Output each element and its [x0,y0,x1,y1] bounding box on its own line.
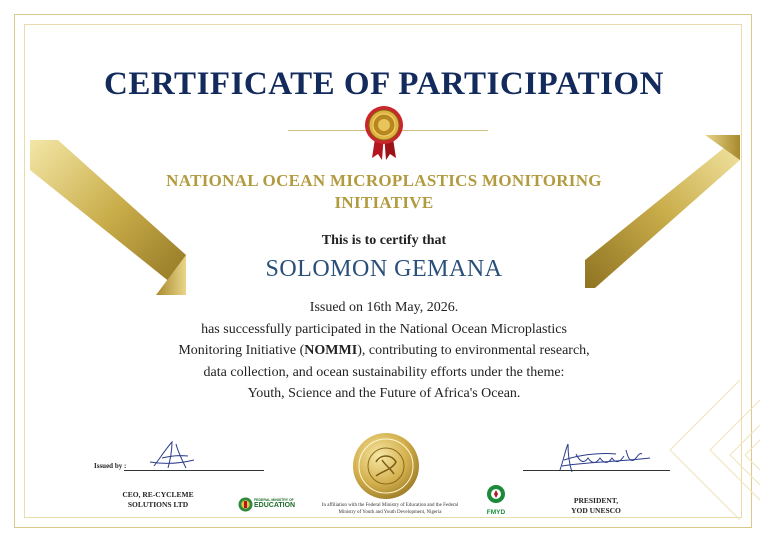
title-divider-right [398,130,488,131]
program-name: NATIONAL OCEAN MICROPLASTICS MONITORING INITIATIVE [166,171,602,212]
gold-seal-logo [352,432,420,500]
corner-decoration [650,380,760,520]
affiliation-text [300,502,480,516]
president-title-line-2: YOD UNESCO [571,506,621,515]
recipient-name: SOLOMON GEMANA [265,256,503,282]
fmyd-label: FMYD [486,509,506,516]
ceo-title-line-2: SOLUTIONS LTD [127,500,189,509]
issued-by-label: Issued by : [94,462,127,470]
ministry-top-text: FEDERAL MINISTRY OF [254,498,294,502]
president-title-line-1: PRESIDENT, [573,496,619,505]
issued-date: Issued on 16th May, 2026. [309,300,459,315]
certificate-body [140,297,628,405]
fmyd-logo [482,484,510,516]
body-line-4: Youth, Science and the Future of Africa's Ocean. [247,386,521,401]
fmyd-emblem-icon [486,484,506,504]
body-line-2 [140,340,628,362]
body-line-3: data collection, and ocean sustainability efforts under the theme: [203,364,565,380]
certificate-title: CERTIFICATE OF PARTICIPATION [104,66,664,102]
certify-text: This is to certify that [321,233,447,248]
ceo-signature [148,438,198,474]
president-title [546,496,646,516]
ministry-of-education-logo [238,497,300,513]
ceo-title-line-1: CEO, RE-CYCLEME [122,490,194,499]
ministry-main-text: EDUCATION [254,502,296,509]
ceo-title [88,490,228,510]
body-line-2-post: ), contributing to environmental research, [357,343,590,358]
affiliation-line-1: In affiliation with the Federal Ministry of Education and the Federal [321,503,459,508]
nommi-acronym: NOMMI [304,343,358,358]
body-line-1: has successfully participated in the National Ocean Microplastics [201,321,567,337]
affiliation-line-2: Ministry of Youth and Youth Development, Nigeria [338,510,442,515]
coat-of-arms-icon [238,497,253,512]
body-line-2-pre: Monitoring Initiative ( [178,343,305,358]
left-signature-line [124,470,264,471]
right-signature-line [523,470,670,471]
medal-icon [363,104,405,160]
